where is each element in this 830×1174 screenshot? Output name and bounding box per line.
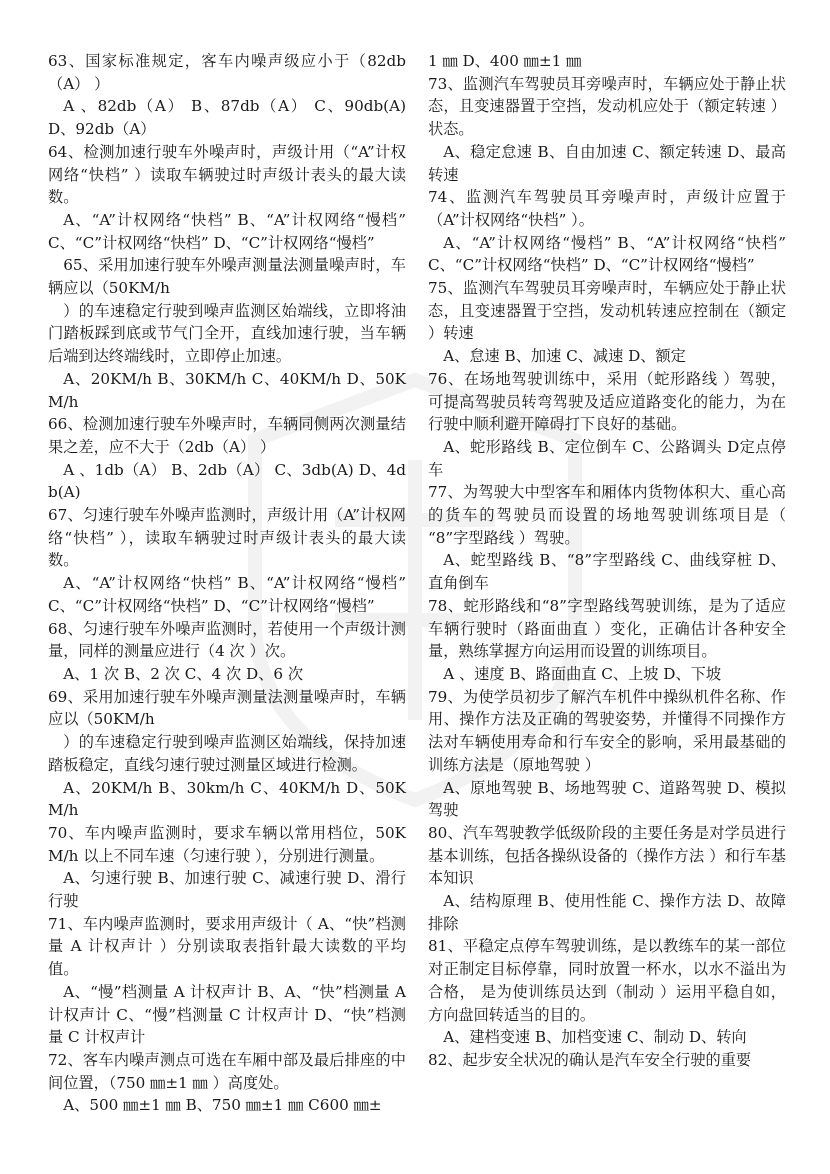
question-text: 66、检测加速行驶车外噪声时，车辆同侧两次测量结果之差，应不大于（2db（A） ） xyxy=(48,415,406,456)
answer-options: A、匀速行驶 B、加速行驶 C、减速行驶 D、滑行行驶 xyxy=(48,869,406,911)
question-text: 77、为驾驶大中型客车和厢体内货物体积大、重心高的货车的驾驶员而设置的场地驾驶训练项目是（ “8”字型路线 ）驾驶。 xyxy=(428,483,786,547)
question-text: 76、在场地驾驶训练中，采用（蛇形路线 ）驾驶，可提高驾驶员转弯驾驶及适应道路变化的能力，为在行驶中顺利避开障碍打下良好的基础。 xyxy=(428,369,786,434)
answer-options: A、“A”计权网络“慢档” B、“A”计权网络“快档” C、“C”计权网络“快档” D、“C”计权网络“慢档” xyxy=(428,233,786,275)
answer-options: A、稳定怠速 B、自由加速 C、额定转速 D、最高转速 xyxy=(428,142,786,184)
question-text: 82、起步安全状况的确认是汽车安全行驶的重要 xyxy=(428,1050,752,1069)
answer-options: A、“慢”档测量 A 计权声计 B、A、“快”档测量 A 计权声计 C、“慢”档测量 C 计权声计 D、“快”档测量 C 计权声计 xyxy=(48,982,406,1047)
left-column xyxy=(48,50,406,1117)
answer-options: A 、1db（A） B、2db（A） C、3db(A) D、4db(A) xyxy=(48,460,406,502)
answer-options: A、20KM/h B、30KM/h C、40KM/h D、50KM/h xyxy=(48,369,406,411)
question-text: 74、监测汽车驾驶员耳旁噪声时，声级计应置于（A”计权网络“快档” ）。 xyxy=(428,188,786,229)
answer-options: A、蛇形路线 B、定位倒车 C、公路调头 D定点停车 xyxy=(428,437,786,479)
answer-options: A、500 ㎜±1 ㎜ B、750 ㎜±1 ㎜ C600 ㎜± xyxy=(63,1096,382,1115)
paragraph-text: 65、采用加速行驶车外噪声测量法测量噪声时，车辆应以（50KM/h xyxy=(48,256,406,298)
question-text: 73、监测汽车驾驶员耳旁噪声时，车辆应处于静止状态，且变速器置于空挡，发动机应处于（额定转速 ）状态。 xyxy=(428,74,786,139)
answer-options: A、原地驾驶 B、场地驾驶 C、道路驾驶 D、模拟驾驶 xyxy=(428,778,786,820)
question-text: 75、监测汽车驾驶员耳旁噪声时，车辆应处于静止状态，且变速器置于空挡，发动机转速应控制在（额定 ）转速 xyxy=(428,279,786,343)
question-text: 70、车内噪声监测时，要求车辆以常用档位，50KM/h 以上不同车速（匀速行驶 ），分别进行测量。 xyxy=(48,823,406,865)
question-text: 78、蛇形路线和“8”字型路线驾驶训练，是为了适应车辆行驶时（路面曲直 ）变化，正确估计各种安全量，熟练掌握方向运用而设置的训练项目。 xyxy=(428,596,786,661)
answer-options: A、“A”计权网络“快档” B、“A”计权网络“慢档” C、“C”计权网络“快档” D、“C”计权网络“慢档” xyxy=(48,210,406,252)
answer-options: A、20KM/h B、30km/h C、40KM/h D、50KM/h xyxy=(48,778,406,820)
answer-options: A、结构原理 B、使用性能 C、操作方法 D、故障排除 xyxy=(428,892,786,933)
answer-options: A、蛇型路线 B、“8”字型路线 C、曲线穿桩 D、直角倒车 xyxy=(428,551,786,593)
paragraph-text: ）的车速稳定行驶到噪声监测区始端线，立即将油门踏板踩到底或节气门全开，直线加速行驶，当车辆后端到达终端线时，立即停止加速。 xyxy=(48,301,406,366)
answer-options: A 、82db（A） B、87db（A） C、90db(A) D、92db（A） xyxy=(48,97,406,139)
question-text: 79、为使学员初步了解汽车机件中操纵机件名称、作用、操作方法及正确的驾驶姿势，并懂得不同操作方法对车辆使用寿命和行车安全的影响，采用最基础的训练方法是（原地驾驶 ） xyxy=(428,687,786,774)
answer-options: A、1 次 B、2 次 C、4 次 D、6 次 xyxy=(63,664,304,683)
answer-options: A 、速度 B、路面曲直 C、上坡 D、下坡 xyxy=(443,664,722,683)
paragraph-text: ）的车速稳定行驶到噪声监测区始端线，保持加速踏板稳定，直线匀速行驶过测量区域进行检测。 xyxy=(48,733,406,774)
right-column xyxy=(428,50,786,1072)
answer-options: A、建档变速 B、加档变速 C、制动 D、转向 xyxy=(443,1028,747,1047)
question-text: 72、客车内噪声测点可选在车厢中部及最后排座的中间位置，（750 ㎜±1 ㎜ ）高度处。 xyxy=(48,1050,406,1092)
question-text: 63、国家标准规定，客车内噪声级应小于（82db（A） ） xyxy=(48,52,406,93)
paragraph-text: 1 ㎜ D、400 ㎜±1 ㎜ xyxy=(428,52,582,70)
question-text: 68、匀速行驶车外噪声监测时，若使用一个声级计测量，同样的测量应进行（4 次 ）次。 xyxy=(48,619,406,661)
question-text: 81、平稳定点停车驾驶训练，是以教练车的某一部位对正制定目标停靠，同时放置一杯水，以水不溢出为合格， 是为使训练员达到（制动 ）运用平稳自如，方向盘回转适当的目的。 xyxy=(428,937,786,1024)
answer-options: A、“A”计权网络“快档” B、“A”计权网络“慢档” C、“C”计权网络“快档” D、“C”计权网络“慢档” xyxy=(48,574,406,615)
question-text: 69、采用加速行驶车外噪声测量法测量噪声时，车辆应以（50KM/h xyxy=(48,687,406,729)
question-text: 64、检测加速行驶车外噪声时，声级计用（“A”计权网络“快档” ）读取车辆驶过时声级计表头的最大读数。 xyxy=(48,142,406,207)
question-text: 71、车内噪声监测时，要求用声级计（ A、“快”档测量 A 计权声计 ）分别读取表指针最大读数的平均值。 xyxy=(48,914,406,979)
question-text: 80、汽车驾驶教学低级阶段的主要任务是对学员进行基本训练，包括各操纵设备的（操作方法 ）和行车基本知识 xyxy=(428,823,786,888)
question-text: 67、匀速行驶车外噪声监测时，声级计用（A”计权网络“快档” ），读取车辆驶过时声级计表头的最大读数。 xyxy=(48,506,406,570)
answer-options: A、怠速 B、加速 C、减速 D、额定 xyxy=(443,347,686,366)
